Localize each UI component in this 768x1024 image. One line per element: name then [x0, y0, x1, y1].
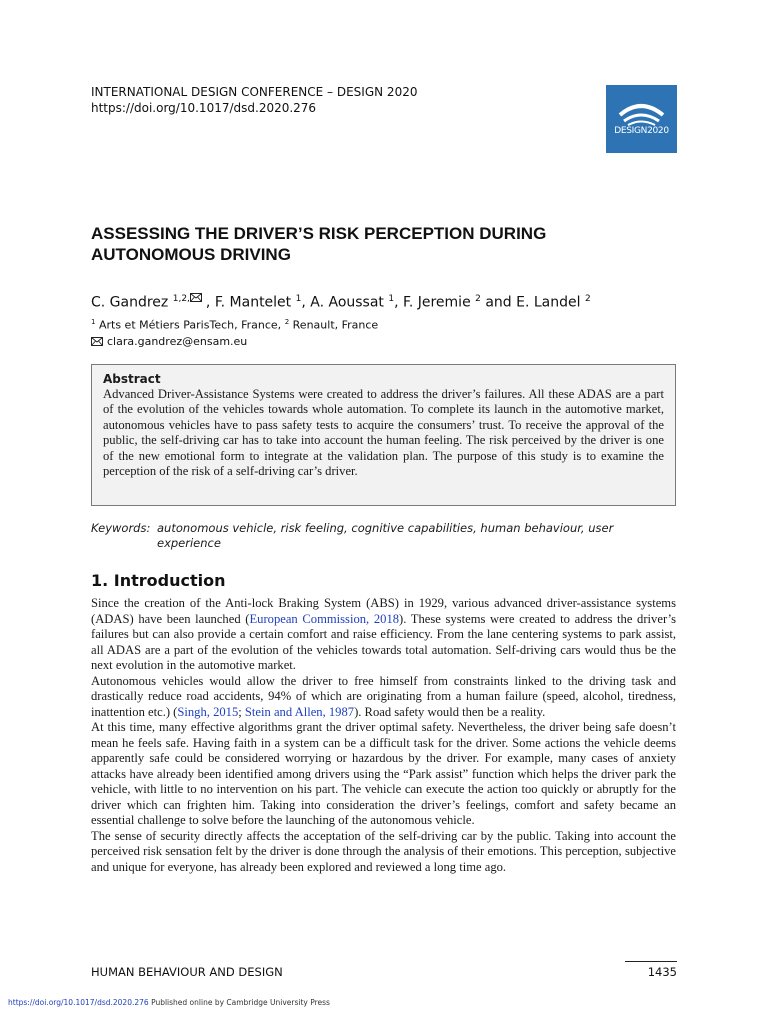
author-name: F. Mantelet — [214, 294, 292, 311]
author-affiliation-sup: 1 — [388, 294, 395, 304]
author-name: A. Aoussat — [310, 294, 384, 311]
footer-doi-link[interactable]: https://doi.org/10.1017/dsd.2020.276 — [8, 998, 149, 1007]
footer-rule — [625, 961, 677, 962]
published-by: Published online by Cambridge University Press — [151, 998, 330, 1007]
author-list: C. Gandrez $^{1,2,}$ , F. Mantelet $^1$, A. Aoussat $^1$, F. Jeremie $^2$ and E. Landel $^2$ — [91, 294, 591, 311]
citation-link[interactable]: Singh, 2015 — [177, 704, 239, 719]
keywords-label: Keywords: — [91, 521, 151, 535]
affiliation-sup: 1 — [91, 318, 96, 326]
author-affiliation-sup: 1,2, — [172, 294, 190, 304]
affiliation-1: Arts et Métiers ParisTech, France, — [98, 318, 282, 332]
citation-link[interactable]: Stein and Allen, 1987 — [244, 704, 355, 719]
affiliation-sup: 2 — [284, 318, 290, 326]
author-name: C. Gandrez — [91, 294, 169, 311]
envelope-icon — [190, 293, 202, 302]
abstract-title: Abstract — [103, 372, 161, 386]
conference-name: INTERNATIONAL DESIGN CONFERENCE – DESIGN 2020 — [91, 85, 418, 99]
author-affiliation-sup: 1 — [295, 294, 302, 304]
introduction-body — [91, 596, 676, 875]
author-affiliation-sup: 2 — [584, 294, 591, 304]
author-name: E. Landel — [516, 294, 581, 311]
keywords — [91, 521, 676, 551]
design-conference-logo — [606, 85, 677, 153]
paragraph-text: Since the creation of the Anti-lock Braking System (ABS) in 1929, various advanced driver-assistance systems (ADAS) have been launched ( — [91, 596, 676, 626]
intro-paragraph-3: At this time, many effective algorithms grant the driver optimal safety. Nevertheless, the driver being safe doesn’t mean he feels safe. Having faith in a system can be a difficult task for the driver. Some actions the vehicle deems apparently safe could be considered worrying or hazardous by the driver. For example, many cases of anxiety attacks have already been identified among drivers using the “Park assist” function which helps the driver park the vehicle, with little to no intervention on his part. The vehicle can execute the action too quickly or abruptly for the driver which can frighten him. Taking into consideration the driver’s feelings, comfort and safety became an essential challenge to solve before the launching of the autonomous vehicle. — [91, 720, 676, 827]
paper-title-line-2: AUTONOMOUS DRIVING — [91, 245, 291, 264]
corresponding-email — [91, 335, 247, 348]
intro-paragraph-1 — [91, 596, 676, 674]
author-affiliation-sup: 2 — [475, 294, 481, 304]
paragraph-text: ). These systems were created to address the driver’s failures but can also provide a certain comfort and raise efficiency. From the lane centering systems to park assist, all ADAS are a part of the evolution of the vehicles towards total automation. Self-driving cars would thus be the next evolution in the automotive market. — [91, 611, 676, 672]
logo-text: DESIGN2020 — [614, 126, 669, 136]
conference-header — [91, 84, 417, 116]
abstract-box — [91, 364, 676, 506]
paragraph-text: Autonomous vehicles would allow the driver to free himself from constraints linked to the driving task and drastically reduce road accidents, 94% of which are originating from a human failure (speed, alcohol, tiredness, inattention etc.) ( — [91, 673, 676, 719]
affiliation-2: Renault, France — [292, 318, 379, 332]
paper-title-line-1: ASSESSING THE DRIVER’S RISK PERCEPTION DURING — [91, 224, 547, 243]
author-name: F. Jeremie — [403, 294, 471, 311]
keywords-text: autonomous vehicle, risk feeling, cognitive capabilities, human behaviour, user experience — [157, 521, 614, 550]
logo-arches-icon — [606, 85, 677, 153]
citation-link[interactable]: European Commission, 2018 — [249, 611, 400, 626]
paragraph-text: ). Road safety would then be a reality. — [354, 704, 546, 719]
citation-separator: ; — [238, 704, 245, 719]
paper-title — [91, 223, 651, 265]
envelope-icon — [91, 337, 103, 346]
abstract-body: Advanced Driver-Assistance Systems were created to address the driver’s failures. All these ADAS are a part of the evolution of the vehicles towards whole automation. To complete its launch in the automotive market, autonomous vehicles have to pass safety tests to acquire the consumers’ trust. To receive the approval of the public, the self-driving car has to take into account the human feeling. The risk perceived by the driver is one of the new emotional form to integrate at the validation plan. The purpose of this study is to examine the perception of the risk of a self-driving car’s driver. — [103, 387, 664, 479]
intro-paragraph-4: The sense of security directly affects the acceptation of the self-driving car by the public. Taking into account the perceived risk sensation felt by the driver is done through the analysis of their emotions. This perception, subjective and unique for everyone, has already been explored and reviewed a long time ago. — [91, 828, 676, 874]
footer-section-title: HUMAN BEHAVIOUR AND DESIGN — [91, 965, 283, 979]
doi-link[interactable]: https://doi.org/10.1017/dsd.2020.276 — [91, 101, 317, 115]
section-heading-introduction: 1. Introduction — [91, 571, 226, 590]
email-address[interactable]: clara.gandrez@ensam.eu — [107, 335, 248, 348]
page-number: 1435 — [647, 965, 677, 979]
intro-paragraph-2 — [91, 674, 676, 721]
publisher-line — [8, 998, 330, 1007]
affiliations — [91, 318, 378, 332]
